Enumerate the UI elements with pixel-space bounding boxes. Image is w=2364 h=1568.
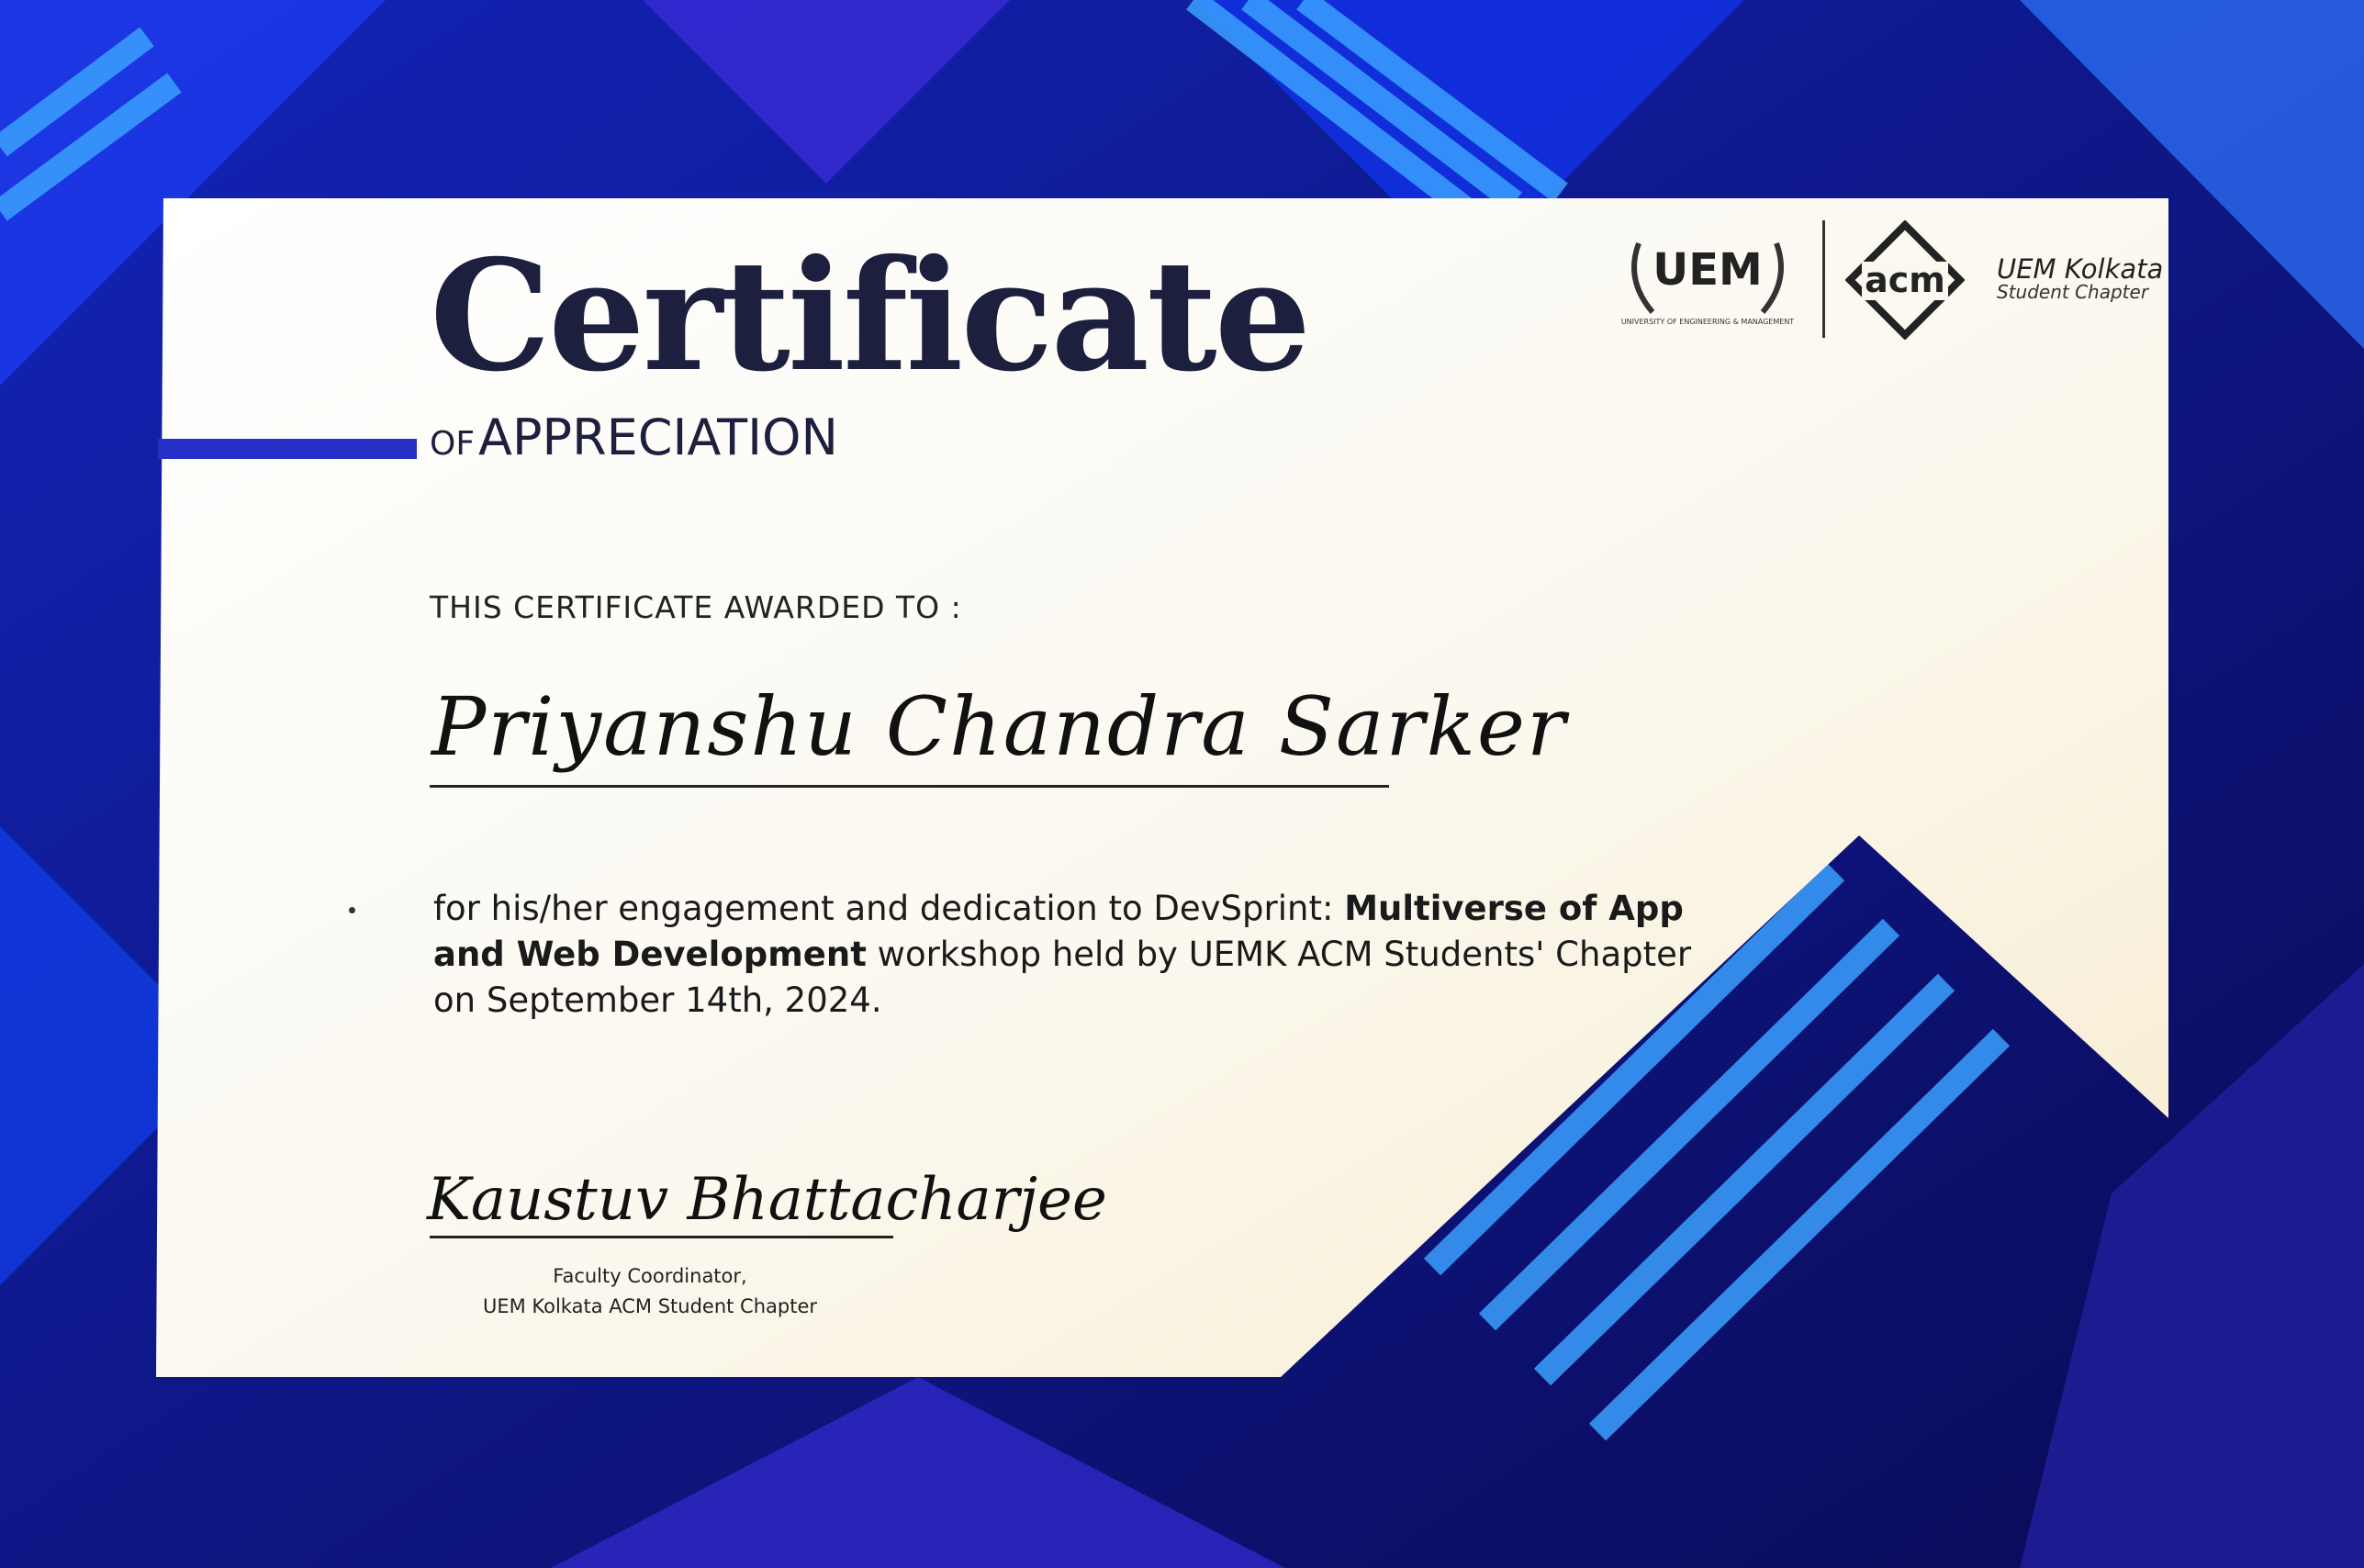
accent-bar xyxy=(158,439,417,459)
svg-text:acm: acm xyxy=(1865,260,1945,300)
signer-role: Faculty Coordinator, xyxy=(553,1265,747,1287)
subtitle-main: APPRECIATION xyxy=(478,409,838,466)
recipient-name: Priyanshu Chandra Sarker xyxy=(431,679,1568,774)
name-underline xyxy=(430,785,1389,788)
svg-text:UEM: UEM xyxy=(1653,244,1763,296)
signer-organization: UEM Kolkata ACM Student Chapter xyxy=(482,1295,818,1317)
signature-underline xyxy=(430,1236,893,1238)
acm-chapter-line1: UEM Kolkata xyxy=(1997,253,2164,285)
body-event-name: Multiverse of App and Web Development xyxy=(433,889,1684,974)
signature: Kaustuv Bhattacharjee xyxy=(427,1166,1107,1234)
svg-text:UNIVERSITY OF ENGINEERING & MA: UNIVERSITY OF ENGINEERING & MANAGEMENT xyxy=(1620,318,1795,326)
subtitle-prefix: OF xyxy=(430,425,476,463)
certificate-title: Certificate xyxy=(430,227,1309,406)
body-part1: for his/her engagement and dedication to DevSprint: xyxy=(433,889,1345,928)
awarded-label: THIS CERTIFICATE AWARDED TO : xyxy=(430,589,962,625)
acm-logo xyxy=(1845,220,1965,340)
certificate-subtitle xyxy=(430,409,838,466)
certificate-body xyxy=(433,886,1700,1024)
logo-divider xyxy=(1822,220,1825,338)
bullet-dot xyxy=(349,907,355,913)
acm-chapter-line2: Student Chapter xyxy=(1997,281,2149,303)
body-part2: workshop held by UEMK ACM Students' Chapter on September 14th, 2024. xyxy=(433,935,1692,1020)
uem-logo xyxy=(1620,225,1795,335)
